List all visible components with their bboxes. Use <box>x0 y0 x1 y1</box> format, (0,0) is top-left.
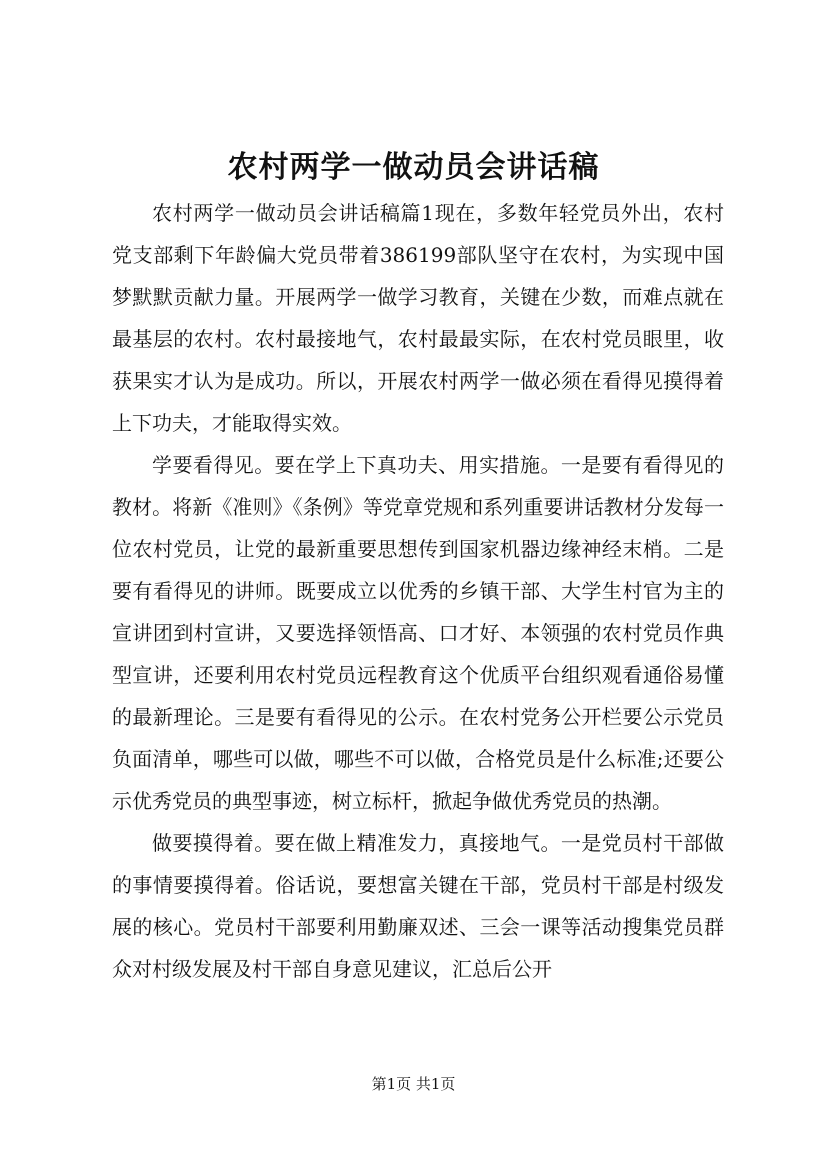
document-title: 农村两学一做动员会讲话稿 <box>227 150 600 185</box>
paragraph-1: 农村两学一做动员会讲话稿篇1现在，多数年轻党员外出，农村党支部剩下年龄偏大党员带着386199部队坚守在农村，为实现中国梦默默贡献力量。开展两学一做学习教育，关键在少数，而难点就在最基层的农村。农村最接地气，农村最最实际，在农村党员眼里，收获果实才认为是成功。所以，开展农村两学一做必须在看得见摸得着上下功夫，才能取得实效。 <box>112 201 724 435</box>
paragraph-3: 做要摸得着。要在做上精准发力，真接地气。一是党员村干部做的事情要摸得着。俗话说，要想富关键在干部，党员村干部是村级发展的核心。党员村干部要利用勤廉双述、三会一课等活动搜集党员群众对村级发展及村干部自身意见建议，汇总后公开 <box>112 831 724 981</box>
paragraph-2: 学要看得见。要在学上下真功夫、用实措施。一是要有看得见的教材。将新《准则》《条例》等党章党规和系列重要讲话教材分发每一位农村党员，让党的最新重要思想传到国家机器边缘神经末梢。二是要有看得见的讲师。既要成立以优秀的乡镇干部、大学生村官为主的宣讲团到村宣讲，又要选择领悟高、口才好、本领强的农村党员作典型宣讲，还要利用农村党员远程教育这个优质平台组织观看通俗易懂的最新理论。三是要有看得见的公示。在农村党务公开栏要公示党员负面清单，哪些可以做，哪些不可以做，合格党员是什么标准;还要公示优秀党员的典型事迹，树立标杆，掀起争做优秀党员的热潮。 <box>112 453 724 813</box>
document-body <box>112 192 724 990</box>
page-footer: 第1页 共1页 <box>371 1075 456 1093</box>
